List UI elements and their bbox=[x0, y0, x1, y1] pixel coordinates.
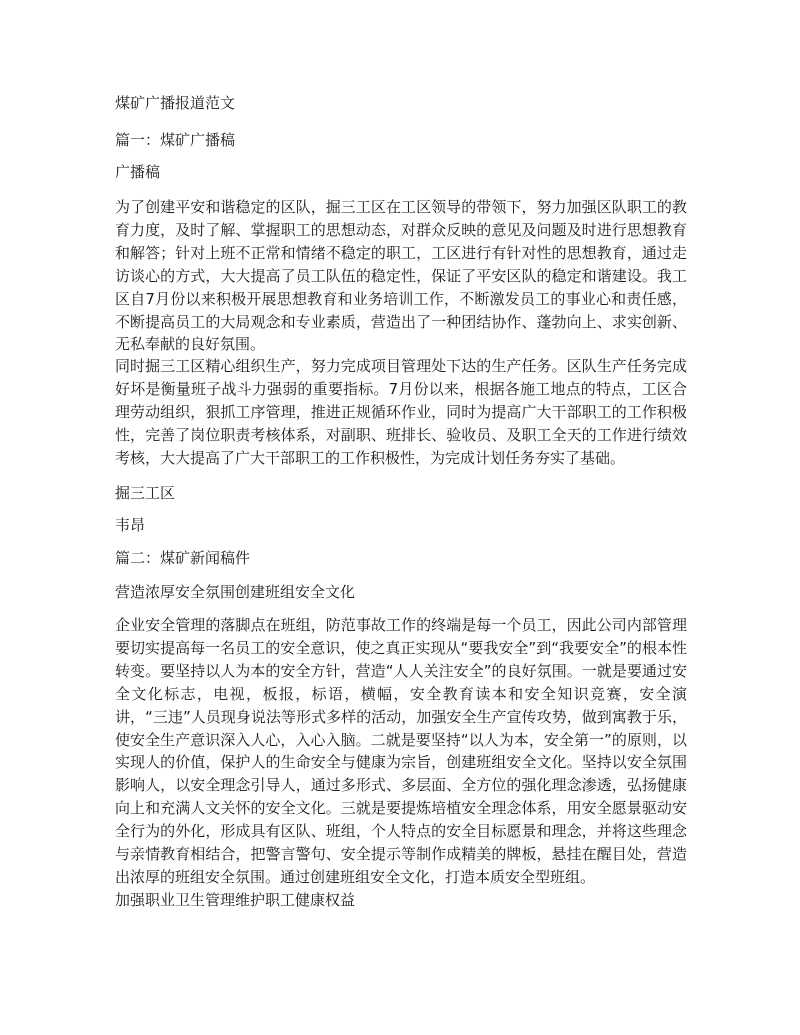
section1-heading: 篇一：煤矿广播稿 bbox=[115, 131, 236, 149]
section1-subheading: 广播稿 bbox=[115, 163, 161, 181]
document-title: 煤矿广播报道范文 bbox=[115, 94, 236, 112]
section2-heading: 篇二：煤矿新闻稿件 bbox=[115, 549, 251, 567]
section1-paragraph2: 同时掘三工区精心组织生产，努力完成项目管理处下达的生产任务。区队生产任务完成好坏是衡量班子战斗力强弱的重要指标。7月份以来，根据各施工地点的特点，工区合理劳动组织，狠抓工序管理，推进正规循环作业，同时为提高广大干部职工的工作积极性，完善了岗位职责考核体系，对副职、班排长、验收员、及职工全天的工作进行绩效考核，大大提高了广大干部职工的工作积极性，为完成计划任务夯实了基础。 bbox=[115, 357, 687, 467]
section1-paragraph1: 为了创建平安和谐稳定的区队，掘三工区在工区领导的带领下，努力加强区队职工的教育力度，及时了解、掌握职工的思想动态，对群众反映的意见及问题及时进行思想教育和解答；针对上班不正常和情绪不稳定的职工，工区进行有针对性的思想教育，通过走访谈心的方式，大大提高了员工队伍的稳定性，保证了平安区队的稳定和谐建设。我工区自7月份以来积极开展思想教育和业务培训工作，不断激发员工的事业心和责任感，不断提高员工的大局观念和专业素质，营造出了一种团结协作、蓬勃向上、求实创新、无私奉献的良好氛围。 bbox=[115, 198, 687, 354]
section1-org: 掘三工区 bbox=[115, 484, 176, 502]
section2-subheading: 营造浓厚安全氛围创建班组安全文化 bbox=[115, 583, 356, 601]
section2-subheading2: 加强职业卫生管理维护职工健康权益 bbox=[115, 891, 356, 909]
section1-author: 韦昂 bbox=[115, 516, 146, 534]
section2-paragraph1: 企业安全管理的落脚点在班组，防范事故工作的终端是每一个员工，因此公司内部管理要切实提高每一名员工的安全意识，使之真正实现从“要我安全”到“我要安全”的根本性转变。要坚持以人为本的安全方针，营造“人人关注安全”的良好氛围。一就是要通过安全文化标志，电视，板报，标语，横幅，安全教育读本和安全知识竞赛，安全演讲，“三违”人员现身说法等形式多样的活动，加强安全生产宣传攻势，做到寓教于乐，使安全生产意识深入人心，入心入脑。二就是要坚持“以人为本，安全第一”的原则，以实现人的价值，保护人的生命安全与健康为宗旨，创建班组安全文化。坚持以安全氛围影响人，以安全理念引导人，通过多形式、多层面、全方位的强化理念渗透，弘扬健康向上和充满人文关怀的安全文化。三就是要提炼培植安全理念体系，用安全愿景驱动安全行为的外化，形成具有区队、班组，个人特点的安全目标愿景和理念，并将这些理念与亲情教育相结合，把警言警句、安全提示等制作成精美的牌板，悬挂在醒目处，营造出浓厚的班组安全氛围。通过创建班组安全文化，打造本质安全型班组。 bbox=[115, 616, 687, 886]
